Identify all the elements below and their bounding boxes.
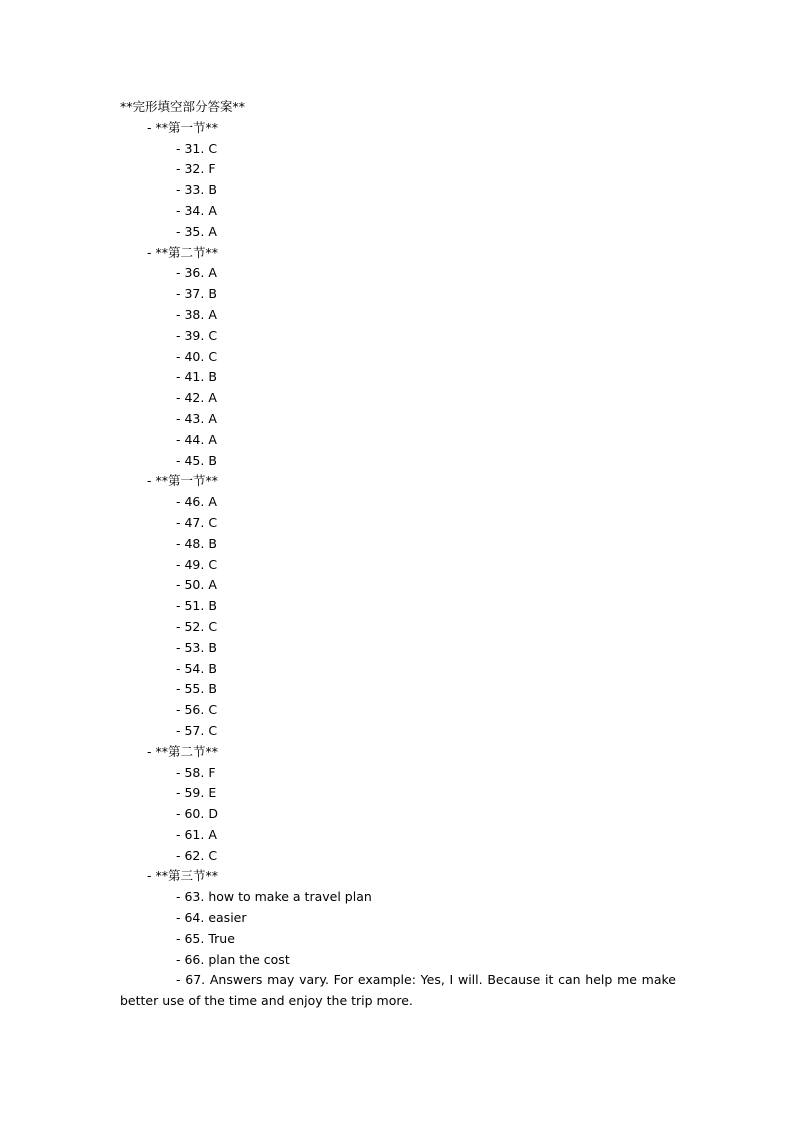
answer-item: - 37. B <box>176 286 217 302</box>
answer-item: - 35. A <box>176 223 217 239</box>
answer-item: - 56. C <box>176 702 218 718</box>
answer-item: - 34. A <box>176 202 217 218</box>
answer-item: - 57. C <box>176 722 218 738</box>
answer-item: - 48. B <box>176 535 217 551</box>
answer-item: - 44. A <box>176 431 217 447</box>
answer-item: - 31. C <box>176 140 218 156</box>
answer-item: - 33. B <box>176 182 217 198</box>
section-heading: - **第一节** <box>147 119 218 135</box>
answer-item: - 50. A <box>176 577 217 593</box>
answer-item: - 38. A <box>176 306 217 322</box>
section-heading: - **第二节** <box>147 244 218 260</box>
answer-item: - 66. plan the cost <box>176 951 290 967</box>
answer-item: - 55. B <box>176 681 217 697</box>
answer-item: - 39. C <box>176 327 218 343</box>
answer-item: - 60. D <box>176 806 218 822</box>
answer-item: - 62. C <box>176 847 218 863</box>
answer-item: - 45. B <box>176 452 217 468</box>
answer-item: - 61. A <box>176 826 217 842</box>
answer-item: - 53. B <box>176 639 217 655</box>
answer-item: - 65. True <box>176 930 235 946</box>
answer-item: - 51. B <box>176 598 217 614</box>
answer-item: - 63. how to make a travel plan <box>176 889 372 905</box>
answer-item: - 54. B <box>176 660 217 676</box>
answer-item: - 49. C <box>176 556 218 572</box>
answer-item: - 52. C <box>176 618 218 634</box>
answer-item: - 64. easier <box>176 910 247 926</box>
answer-item: - 36. A <box>176 265 217 281</box>
answer-item: - 59. E <box>176 785 217 801</box>
answer-item: - 47. C <box>176 514 218 530</box>
answer-item: - 40. C <box>176 348 218 364</box>
section-heading: - **第二节** <box>147 743 218 759</box>
answer-item-long: - 67. Answers may vary. For example: Yes, I will. Because it can help me make better use of the time and enjoy the trip more. <box>120 972 676 1009</box>
answer-item: - 46. A <box>176 494 217 510</box>
section-heading: - **第三节** <box>147 868 218 884</box>
answer-item: - 58. F <box>176 764 216 780</box>
answer-item: - 43. A <box>176 410 217 426</box>
section-heading: - **第一节** <box>147 473 218 489</box>
answer-document <box>120 97 676 1012</box>
answer-item: - 42. A <box>176 390 217 406</box>
answer-item: - 41. B <box>176 369 217 385</box>
document-title: **完形填空部分答案** <box>120 99 246 114</box>
answer-item: - 32. F <box>176 161 216 177</box>
